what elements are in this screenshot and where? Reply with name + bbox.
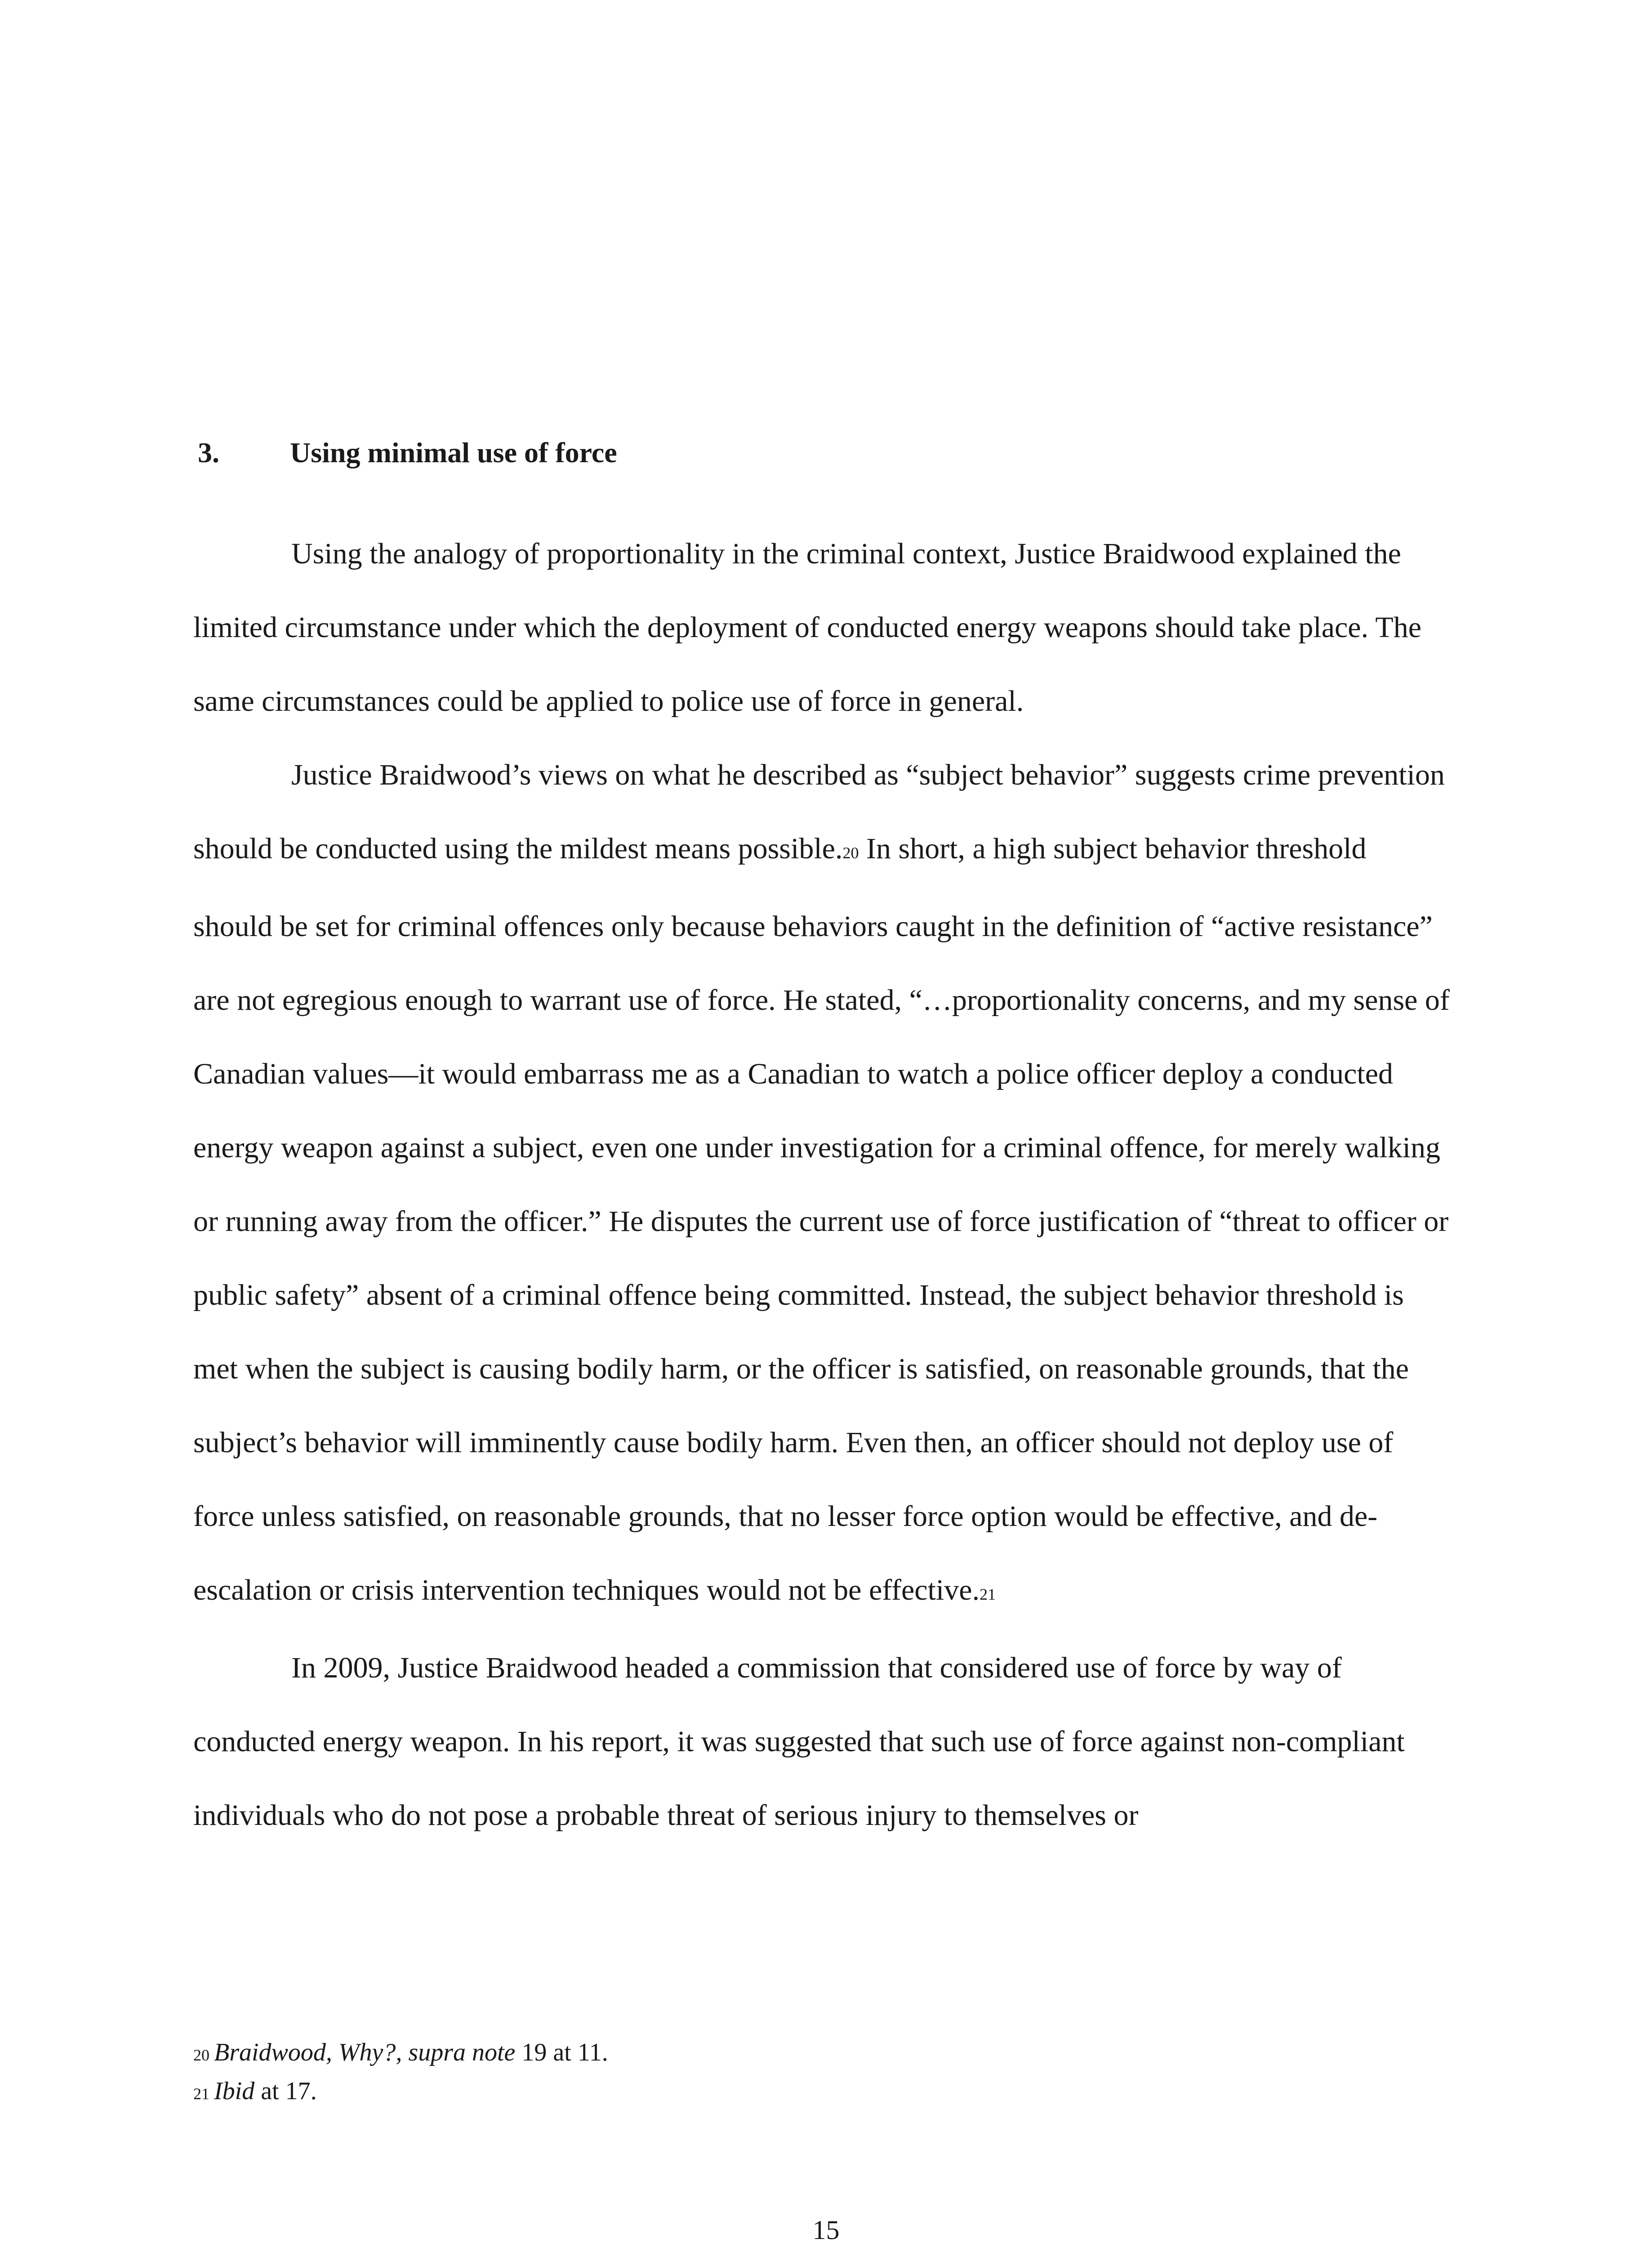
footnote-text: at 17. [254, 2077, 317, 2105]
paragraph-2-part-2: In short, a high subject behavior threshold should be set for criminal offences only because behaviors caught in the definition of “active resistance” are not egregious enough to warrant use of force. He stated, “…proportionality concerns, and my sense of Canadian values—it would embarrass me as a Canadian to watch a police officer deploy a conducted energy weapon against a subject, even one under investigation for a criminal offence, for merely walking or running away from the officer.” He disputes the current use of force justification of “threat to officer or public safety” absent of a criminal offence being committed. Instead, the subject behavior threshold is met when the subject is causing bodily harm, or the officer is satisfied, on reasonable grounds, that the subject’s behavior will imminently cause bodily harm. Even then, an officer should not deploy use of force unless satisfied, on reasonable grounds, that no lesser force option would be effective, and de-escalation or crisis intervention techniques would not be effective. [193, 832, 1450, 1606]
footnote-number: 20 [193, 2046, 209, 2064]
paragraph-2-part-1: Justice Braidwood’s views on what he described as “subject behavior” suggests crime prevention should be conducted using the mildest means possible. [193, 758, 1445, 865]
section-number: 3. [198, 437, 219, 468]
section-heading [198, 438, 617, 467]
paragraph-3: In 2009, Justice Braidwood headed a commission that considered use of force by way of conducted energy weapon. In his report, it was suggested that such use of force against non-compliant individuals who do not pose a probable threat of serious injury to themselves or [193, 1651, 1405, 1832]
footnote-21 [193, 2073, 1452, 2112]
paragraph-1: Using the analogy of proportionality in the criminal context, Justice Braidwood explained the limited circumstance under which the deployment of conducted energy weapons should take place. The same circumstances could be applied to police use of force in general. [193, 537, 1422, 718]
footnote-italic: Ibid [214, 2077, 255, 2105]
footnote-text: 19 at 11. [515, 2038, 608, 2066]
section-title: Using minimal use of force [290, 437, 617, 468]
body-text [193, 517, 1452, 1852]
footnote-number: 21 [193, 2085, 209, 2103]
footnote-20 [193, 2034, 1452, 2073]
footnotes [193, 2034, 1452, 2112]
paragraph-2 [193, 738, 1452, 1631]
page-number: 15 [812, 2215, 840, 2245]
footnote-reference-21[interactable]: 21 [980, 1585, 996, 1603]
footnote-italic: Braidwood, Why?, supra note [214, 2038, 516, 2066]
footnote-reference-20[interactable]: 20 [842, 844, 859, 862]
